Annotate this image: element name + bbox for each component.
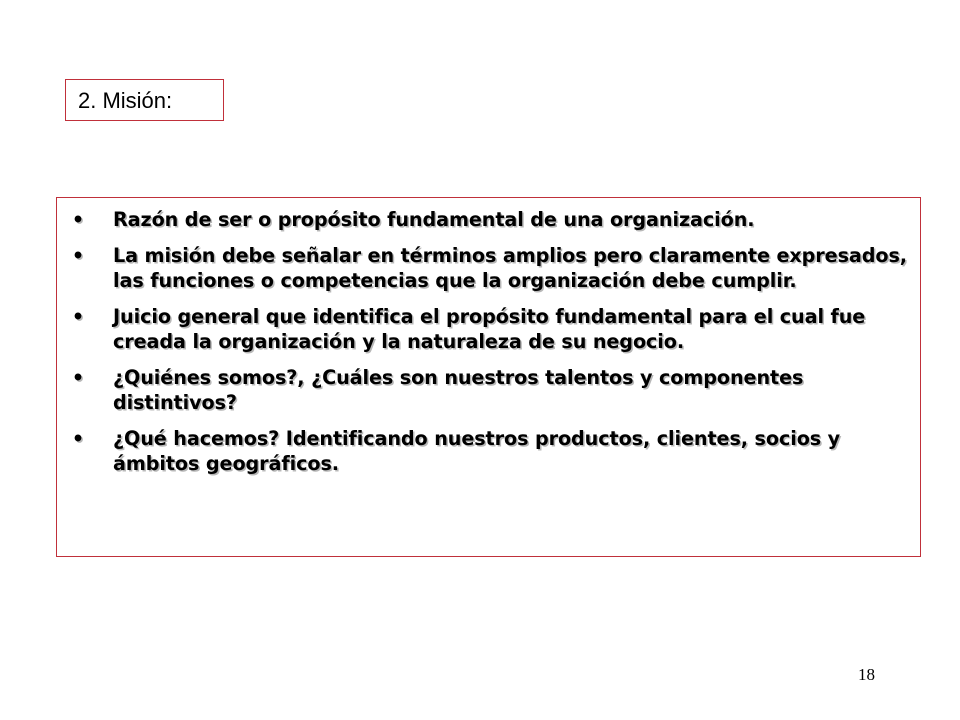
bullet-text: La misión debe señalar en términos amplios pero claramente expresados, las funciones o competencias que la organización debe cumplir. [113, 244, 907, 292]
page-number: 18 [858, 665, 875, 684]
bullet-item [57, 243, 920, 293]
bullet-icon: • [71, 427, 85, 450]
bullet-icon: • [71, 208, 85, 231]
bullet-item [57, 365, 920, 415]
bullet-text: ¿Quiénes somos?, ¿Cuáles son nuestros talentos y componentes distintivos? [113, 366, 804, 414]
bullet-text: Razón de ser o propósito fundamental de una organización. [113, 208, 755, 231]
bullet-list [57, 207, 920, 487]
bullet-icon: • [71, 305, 85, 328]
slide-title: 2. Misión: [78, 88, 173, 113]
bullet-item [57, 304, 920, 354]
bullet-item [57, 426, 920, 476]
title-box [65, 79, 224, 121]
bullet-icon: • [71, 366, 85, 389]
bullet-text: ¿Qué hacemos? Identificando nuestros productos, clientes, socios y ámbitos geográficos. [113, 427, 841, 475]
content-box [56, 197, 921, 557]
bullet-icon: • [71, 244, 85, 267]
bullet-item [57, 207, 920, 232]
bullet-text: Juicio general que identifica el propósito fundamental para el cual fue creada la organización y la naturaleza de su negocio. [113, 305, 866, 353]
